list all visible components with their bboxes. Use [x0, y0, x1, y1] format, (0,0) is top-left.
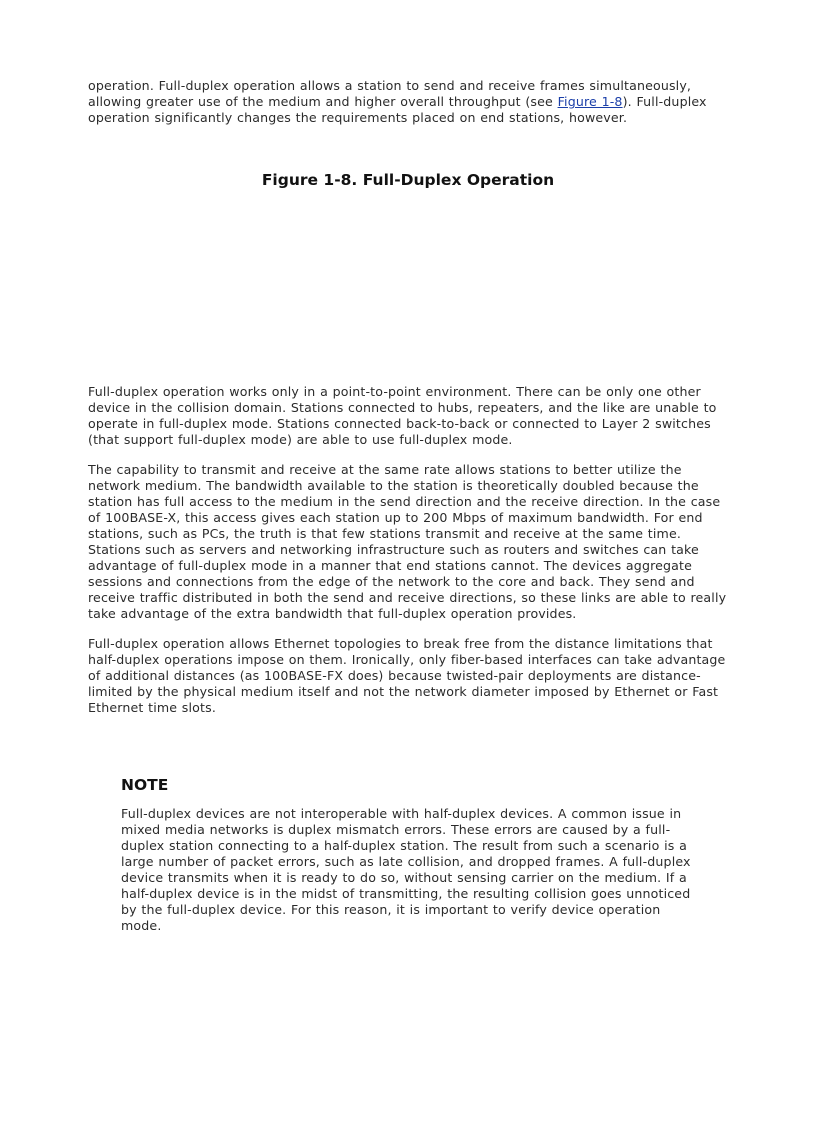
figure-image-area [88, 200, 730, 370]
body-paragraph-point-to-point: Full-duplex operation works only in a point-to-point environment. There can be only one other device in the collision domain. Stations connected to hubs, repeaters, and the like are unable to operate in full-duplex mode. Stations connected back-to-back or connected to Layer 2 switches (that support full-duplex mode) are able to use full-duplex mode. [88, 384, 717, 447]
intro-paragraph [88, 78, 730, 126]
intro-text-after-link: ). Full-duplex operation significantly changes the requirements placed on end stations, however. [88, 94, 707, 125]
note-body: Full-duplex devices are not interoperable with half-duplex devices. A common issue in mixed media networks is duplex mismatch errors. These errors are caused by a full-duplex station connecting to a half-duplex station. The result from such a scenario is a large number of packet errors, such as late collision, and dropped frames. A full-duplex device transmits when it is ready to do so, without sensing carrier on the medium. If a half-duplex device is in the midst of transmitting, the resulting collision goes unnoticed by the full-duplex device. For this reason, it is important to verify device operation mode. [121, 806, 691, 933]
figure-1-8-link[interactable]: Figure 1-8 [557, 94, 623, 109]
figure-title: Figure 1-8. Full-Duplex Operation [261, 171, 555, 189]
body-paragraph-distance: Full-duplex operation allows Ethernet topologies to break free from the distance limitations that half-duplex operations impose on them. Ironically, only fiber-based interfaces can take advantage of additional distances (as 100BASE-FX does) because twisted-pair deployments are distance-limited by the physical medium itself and not the network diameter imposed by Ethernet or Fast Ethernet time slots. [88, 636, 726, 715]
body-paragraph-bandwidth: The capability to transmit and receive at the same rate allows stations to better utilize the network medium. The bandwidth available to the station is theoretically doubled because the station has full access to the medium in the send direction and the receive direction. In the case of 100BASE-X, this access gives each station up to 200 Mbps of maximum bandwidth. For end stations, such as PCs, the truth is that few stations transmit and receive at the same time. Stations such as servers and networking infrastructure such as routers and switches can take advantage of full-duplex mode in a manner that end stations cannot. The devices aggregate sessions and connections from the edge of the network to the core and back. They send and receive traffic distributed in both the send and receive directions, so these links are able to really take advantage of the extra bandwidth that full-duplex operation provides. [88, 462, 727, 621]
intro-text-before-link: operation. Full-duplex operation allows a station to send and receive frames simultaneously, allowing greater use of the medium and higher overall throughput (see [88, 78, 692, 109]
note-heading: NOTE [121, 776, 169, 794]
